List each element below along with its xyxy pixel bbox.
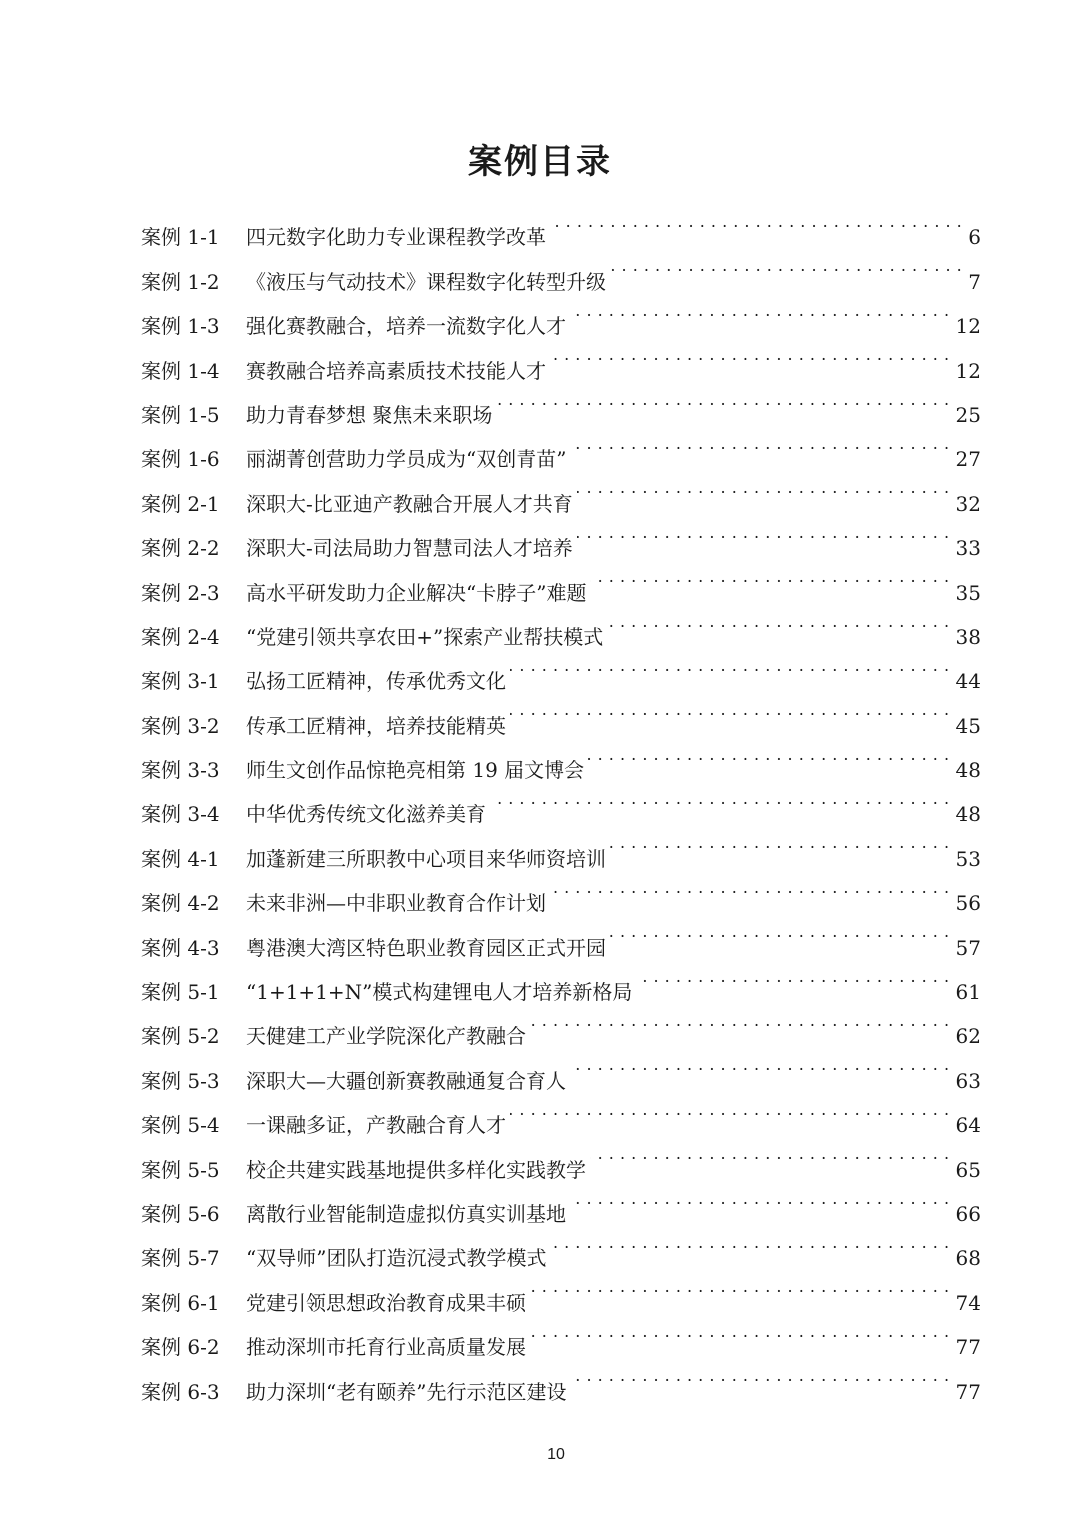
toc-entry-title: 强化赛教融合，培养一流数字化人才 (246, 314, 566, 339)
toc-entry-number: 案例 3-3 (141, 758, 220, 783)
dot-leader (577, 466, 950, 510)
dot-leader (530, 1310, 950, 1354)
toc-entry-number: 案例 6-3 (141, 1379, 220, 1404)
dot-leader (588, 733, 949, 777)
dot-leader (550, 1221, 949, 1265)
toc-entry-page: 68 (955, 1246, 981, 1271)
toc-entry-number: 案例 1-6 (141, 447, 220, 472)
dot-leader (550, 200, 962, 244)
dot-leader (510, 688, 950, 732)
toc-entry-number: 案例 5-7 (141, 1246, 220, 1271)
dot-leader (610, 910, 950, 954)
toc-entry-title: 粤港澳大湾区特色职业教育园区正式开园 (246, 935, 606, 960)
toc-entry-number: 案例 2-4 (141, 624, 220, 649)
toc-entry-number: 案例 5-5 (141, 1157, 220, 1182)
dot-leader (570, 1043, 950, 1087)
toc-entry-page: 77 (955, 1379, 981, 1404)
toc-entry-title: 助力深圳“老有颐养”先行示范区建设 (246, 1379, 567, 1404)
dot-leader (570, 1177, 950, 1221)
toc-entry-number: 案例 5-3 (141, 1068, 220, 1093)
toc-entry-page: 27 (955, 447, 981, 472)
toc-entry-number: 案例 5-6 (141, 1201, 220, 1226)
dot-leader (570, 1354, 949, 1398)
toc-entry-title: 赛教融合培养高素质技术技能人才 (246, 358, 546, 383)
toc-entry-page: 12 (955, 358, 981, 383)
toc-entry-page: 12 (955, 314, 981, 339)
toc-entry-number: 案例 2-2 (141, 536, 220, 561)
toc-entry-number: 案例 3-2 (141, 713, 220, 738)
toc-entry-number: 案例 4-2 (141, 891, 220, 916)
toc-entry-title: “双导师”团队打造沉浸式教学模式 (246, 1246, 547, 1271)
toc-entry-page: 32 (955, 491, 981, 516)
toc-entry-page: 48 (955, 802, 981, 827)
toc-entry-page: 62 (955, 1024, 981, 1049)
toc-entry-title: 四元数字化助力专业课程教学改革 (246, 225, 546, 250)
toc-entry-title: 师生文创作品惊艳亮相第 19 届文博会 (246, 758, 585, 783)
toc-entry-page: 56 (955, 891, 981, 916)
toc-entry-title: 《液压与气动技术》课程数字化转型升级 (246, 269, 606, 294)
toc-entry-page: 45 (955, 713, 981, 738)
toc-entry-page: 35 (955, 580, 981, 605)
toc-entry-title: 丽湖菁创营助力学员成为“双创青苗” (246, 447, 567, 472)
dot-leader (590, 1132, 950, 1176)
toc-entry-page: 6 (968, 225, 981, 250)
toc-entry-number: 案例 1-5 (141, 402, 220, 427)
toc-entry-page: 25 (955, 402, 981, 427)
toc-entry-number: 案例 5-2 (141, 1024, 220, 1049)
dot-leader (570, 289, 950, 333)
table-of-contents (141, 200, 981, 1404)
toc-entry-number: 案例 3-4 (141, 802, 220, 827)
toc-entry-title: 未来非洲—中非职业教育合作计划 (246, 891, 546, 916)
toc-entry-title: 一课融多证，产教融合育人才 (246, 1113, 506, 1138)
toc-entry-number: 案例 5-1 (141, 980, 220, 1005)
dot-leader (610, 244, 962, 288)
dot-leader (636, 955, 949, 999)
dot-leader (607, 600, 949, 644)
dot-leader (590, 555, 949, 599)
toc-entry-number: 案例 1-4 (141, 358, 220, 383)
page-number: 10 (547, 1446, 565, 1463)
toc-entry-page: 64 (955, 1113, 981, 1138)
toc-entry-title: 深职大—大疆创新赛教融通复合育人 (246, 1068, 566, 1093)
toc-entry-number: 案例 1-1 (141, 225, 220, 250)
dot-leader (510, 1088, 950, 1132)
toc-entry-title: 弘扬工匠精神，传承优秀文化 (246, 669, 506, 694)
toc-entry-page: 74 (955, 1290, 981, 1315)
dot-leader (490, 777, 950, 821)
toc-entry-page: 63 (955, 1068, 981, 1093)
toc-entry-number: 案例 1-2 (141, 269, 220, 294)
dot-leader (577, 511, 950, 555)
toc-entry-number: 案例 6-2 (141, 1335, 220, 1360)
dot-leader (570, 422, 949, 466)
toc-entry-page: 57 (955, 935, 981, 960)
toc-entry-page: 48 (955, 758, 981, 783)
toc-entry-page: 33 (955, 536, 981, 561)
dot-leader (510, 644, 950, 688)
toc-entry-page: 38 (955, 624, 981, 649)
dot-leader (550, 333, 950, 377)
toc-entry-number: 案例 3-1 (141, 669, 220, 694)
toc-entry-title: 党建引领思想政治教育成果丰硕 (246, 1290, 526, 1315)
toc-entry-page: 7 (968, 269, 981, 294)
toc-entry-number: 案例 4-3 (141, 935, 220, 960)
toc-entry-number: 案例 5-4 (141, 1113, 220, 1138)
toc-entry-title: 加蓬新建三所职教中心项目来华师资培训 (246, 846, 606, 871)
toc-entry-title: “党建引领共享农田+”探索产业帮扶模式 (246, 624, 604, 649)
dot-leader (496, 378, 949, 422)
dot-leader (610, 821, 950, 865)
toc-entry-page: 66 (955, 1201, 981, 1226)
toc-entry-title: 天健建工产业学院深化产教融合 (246, 1024, 526, 1049)
toc-entry-title: 助力青春梦想 聚焦未来职场 (246, 402, 493, 427)
dot-leader (530, 999, 950, 1043)
toc-entry-title: “1+1+1+N”模式构建锂电人才培养新格局 (246, 980, 633, 1005)
toc-entry-title: 深职大-司法局助力智慧司法人才培养 (246, 536, 573, 561)
toc-entry-page: 61 (955, 980, 981, 1005)
toc-entry-number: 案例 1-3 (141, 314, 220, 339)
toc-entry-title: 高水平研发助力企业解决“卡脖子”难题 (246, 580, 587, 605)
dot-leader (530, 1265, 950, 1309)
toc-entry-number: 案例 4-1 (141, 846, 220, 871)
toc-entry-title: 传承工匠精神，培养技能精英 (246, 713, 506, 738)
toc-entry-title: 中华优秀传统文化滋养美育 (246, 802, 486, 827)
toc-entry-title: 深职大-比亚迪产教融合开展人才共育 (246, 491, 573, 516)
dot-leader (550, 866, 950, 910)
page-title: 案例目录 (468, 142, 612, 182)
toc-entry-page: 77 (955, 1335, 981, 1360)
toc-entry[interactable] (141, 200, 981, 250)
toc-entry-page: 65 (955, 1157, 981, 1182)
toc-entry-title: 离散行业智能制造虚拟仿真实训基地 (246, 1201, 566, 1226)
toc-entry-number: 案例 6-1 (141, 1290, 220, 1315)
toc-entry-page: 44 (955, 669, 981, 694)
toc-entry-number: 案例 2-1 (141, 491, 220, 516)
toc-entry-number: 案例 2-3 (141, 580, 220, 605)
toc-entry-title: 推动深圳市托育行业高质量发展 (246, 1335, 526, 1360)
toc-entry-title: 校企共建实践基地提供多样化实践教学 (246, 1157, 586, 1182)
toc-entry-page: 53 (955, 846, 981, 871)
